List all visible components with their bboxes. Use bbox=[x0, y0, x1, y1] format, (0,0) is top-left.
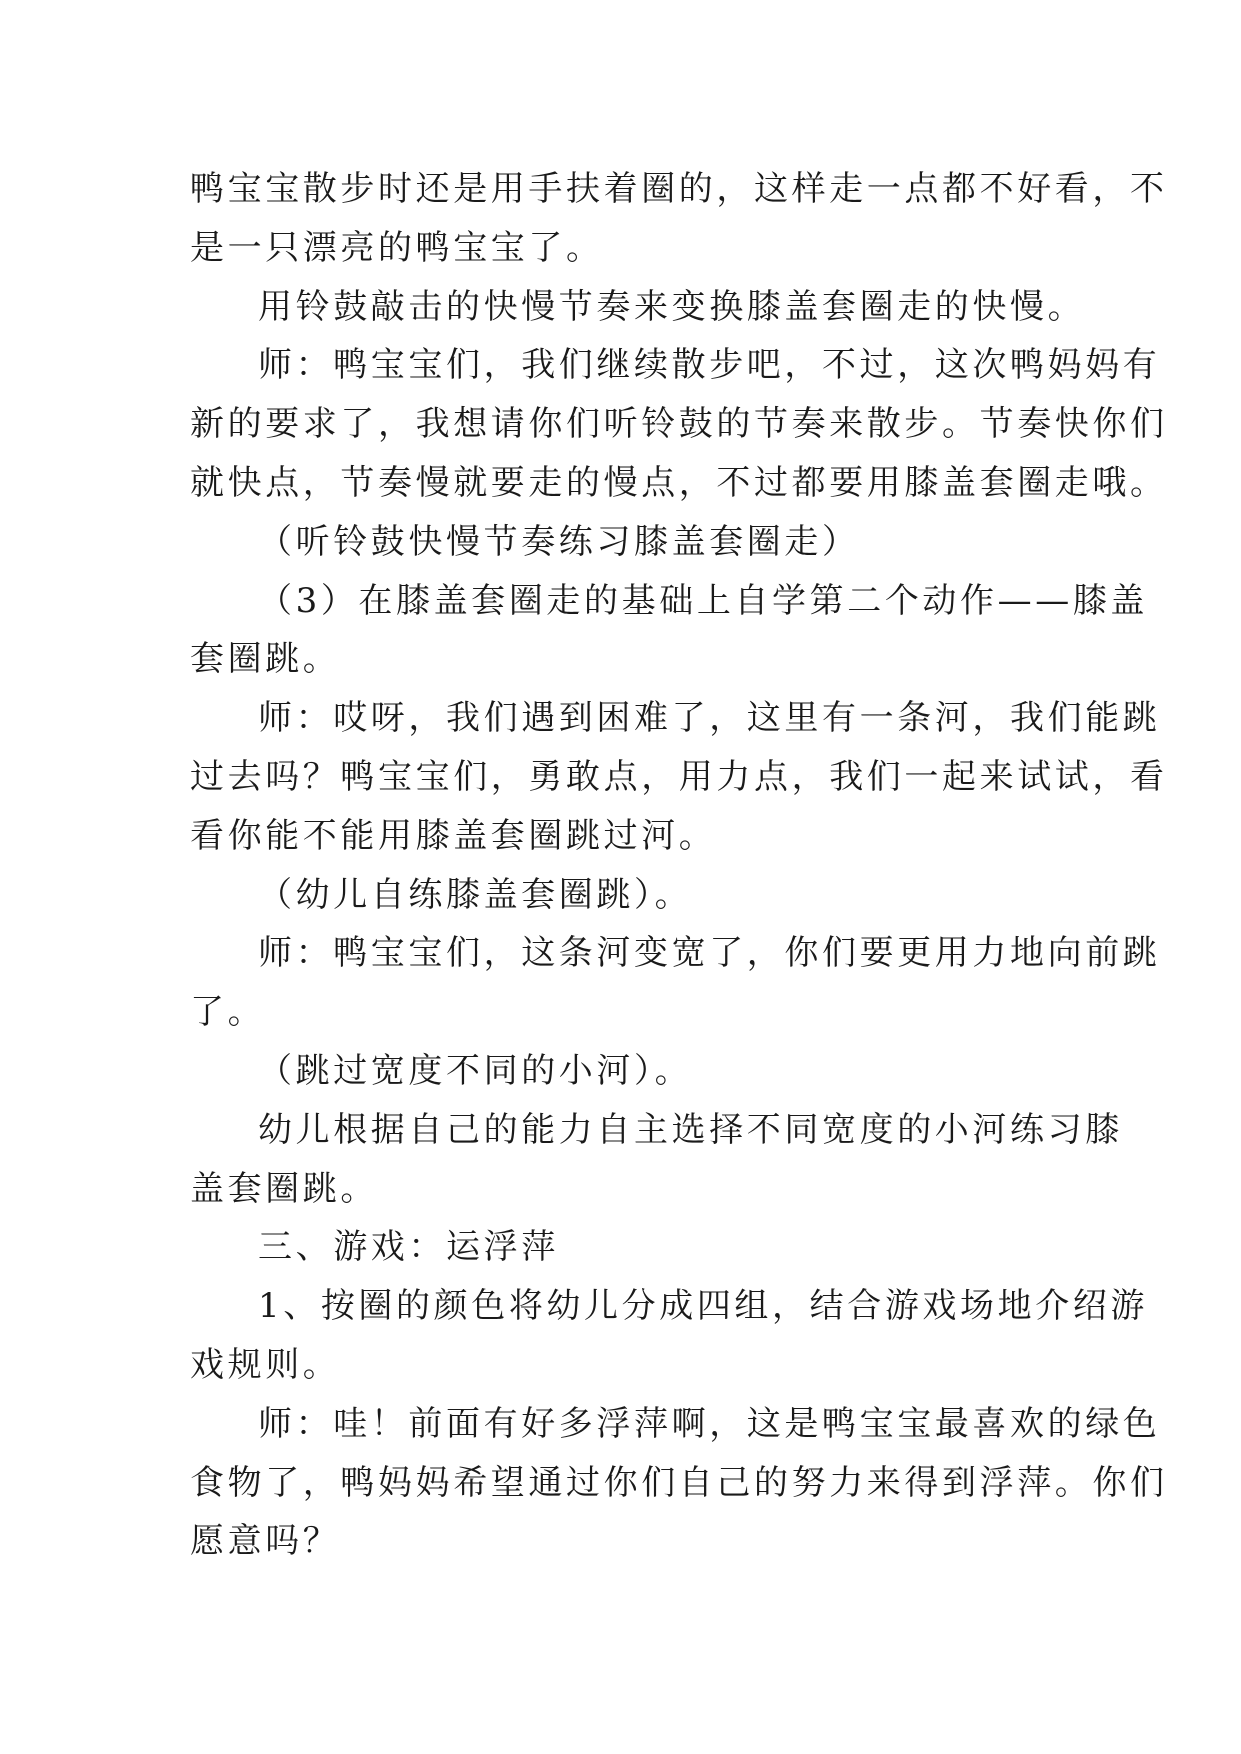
text-line: 新的要求了，我想请你们听铃鼓的节奏来散步。节奏快你们 bbox=[190, 404, 1168, 445]
text-line: （跳过宽度不同的小河）。 bbox=[258, 1050, 693, 1091]
text-line: 用铃鼓敲击的快慢节奏来变换膝盖套圈走的快慢。 bbox=[258, 286, 1086, 327]
document-body bbox=[190, 160, 1168, 1571]
section-heading: 三、游戏：运浮萍 bbox=[258, 1227, 559, 1268]
text-line: 盖套圈跳。 bbox=[190, 1168, 378, 1209]
text-line: 套圈跳。 bbox=[190, 639, 341, 680]
text-line: 戏规则。 bbox=[190, 1344, 341, 1385]
text-line: 食物了，鸭妈妈希望通过你们自己的努力来得到浮萍。你们 bbox=[190, 1462, 1168, 1503]
text-line: 1、按圈的颜色将幼儿分成四组，结合游戏场地介绍游 bbox=[258, 1286, 1149, 1327]
text-line: （听铃鼓快慢节奏练习膝盖套圈走） bbox=[258, 521, 860, 562]
text-line: 师：鸭宝宝们，这条河变宽了，你们要更用力地向前跳 bbox=[258, 933, 1161, 974]
text-line: 了。 bbox=[190, 992, 266, 1033]
text-line: 师：哇！前面有好多浮萍啊，这是鸭宝宝最喜欢的绿色 bbox=[258, 1403, 1161, 1444]
text-line: 看你能不能用膝盖套圈跳过河。 bbox=[190, 815, 717, 856]
text-line: 过去吗？鸭宝宝们，勇敢点，用力点，我们一起来试试，看 bbox=[190, 756, 1168, 797]
text-line: （幼儿自练膝盖套圈跳）。 bbox=[258, 874, 693, 915]
text-line: 愿意吗？ bbox=[190, 1521, 341, 1562]
text-line: 鸭宝宝散步时还是用手扶着圈的，这样走一点都不好看，不 bbox=[190, 169, 1168, 209]
text-line: 是一只漂亮的鸭宝宝了。 bbox=[190, 227, 604, 268]
text-line: 就快点，节奏慢就要走的慢点，不过都要用膝盖套圈走哦。 bbox=[190, 462, 1168, 503]
text-line: 师：鸭宝宝们，我们继续散步吧，不过，这次鸭妈妈有 bbox=[258, 345, 1161, 386]
text-line: 幼儿根据自己的能力自主选择不同宽度的小河练习膝 bbox=[258, 1109, 1123, 1150]
text-line: 师：哎呀，我们遇到困难了，这里有一条河，我们能跳 bbox=[258, 698, 1161, 739]
text-line: （3）在膝盖套圈走的基础上自学第二个动作——膝盖 bbox=[258, 580, 1149, 621]
